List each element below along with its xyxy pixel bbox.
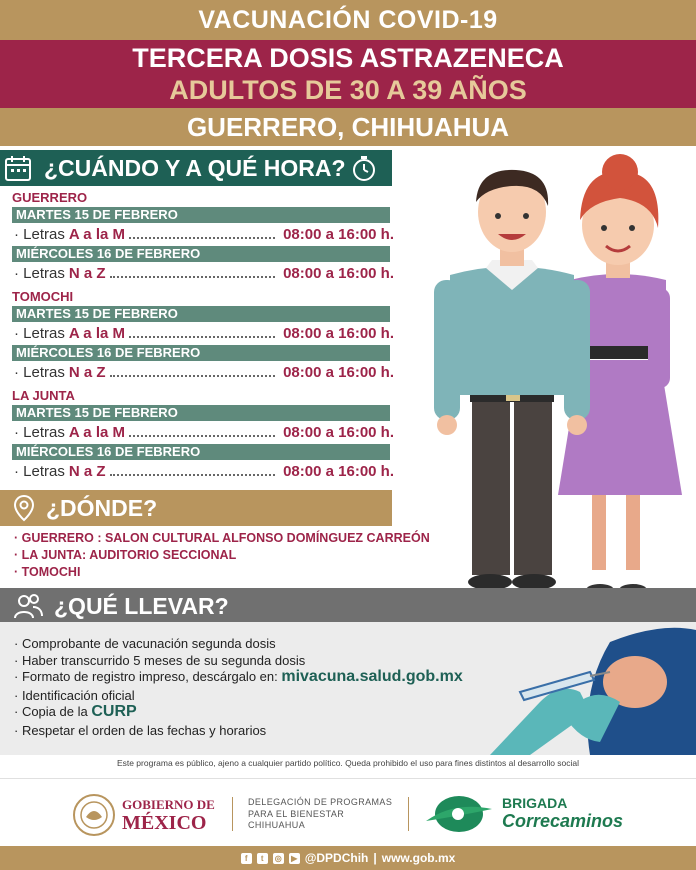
schedule-time: 08:00 a 16:00 h. xyxy=(283,424,394,441)
location-name: TOMOCHI xyxy=(12,289,74,304)
schedule-row xyxy=(14,226,394,246)
legal-disclaimer: Este programa es público, ajeno a cualquier partido político. Queda prohibido el uso para fines distintos al desarrollo social xyxy=(116,758,580,768)
date-bar: MIÉRCOLES 16 DE FEBRERO xyxy=(12,444,390,460)
deleg-line2: PARA EL BIENESTAR xyxy=(248,808,345,819)
letters-label: · Letras xyxy=(14,325,65,342)
venue-item: · LA JUNTA: AUDITORIO SECCIONAL xyxy=(14,548,237,562)
location-name: GUERRERO xyxy=(12,190,88,205)
requirement-text: · Formato de registro impreso, descárgalo en: xyxy=(14,669,282,684)
schedule-row xyxy=(14,265,394,285)
schedule-time: 08:00 a 16:00 h. xyxy=(283,463,394,480)
roadrunner-logo-icon xyxy=(424,791,494,837)
letters-label: · Letras xyxy=(14,265,65,282)
dose-title: TERCERA DOSIS ASTRAZENECA xyxy=(132,43,564,73)
bring-heading: ¿QUÉ LLEVAR? xyxy=(54,592,229,619)
requirement-item xyxy=(14,668,463,686)
letters-range: A a la M xyxy=(68,424,125,441)
date-bar: MARTES 15 DE FEBRERO xyxy=(12,207,390,223)
venue-item: · TOMOCHI xyxy=(14,565,81,579)
when-heading: ¿CUÁNDO Y A QUÉ HORA? xyxy=(44,154,346,181)
schedule-time: 08:00 a 16:00 h. xyxy=(283,325,394,342)
people-icon xyxy=(10,588,46,624)
registration-link[interactable]: mivacuna.salud.gob.mx xyxy=(281,668,463,685)
footer-separator: | xyxy=(373,851,377,865)
instagram-icon[interactable]: ◎ xyxy=(273,853,284,864)
deleg-line3: CHIHUAHUA xyxy=(248,820,306,830)
gob-line1: GOBIERNO DE xyxy=(122,797,215,812)
twitter-icon[interactable]: t xyxy=(257,853,268,864)
letters-label: · Letras xyxy=(14,463,65,480)
requirement-item: · Comprobante de vacunación segunda dosis xyxy=(14,636,276,651)
brigada-line2: Correcaminos xyxy=(502,811,624,831)
when-heading-bar xyxy=(0,150,392,186)
facebook-icon[interactable]: f xyxy=(241,853,252,864)
vaccination-illustration xyxy=(470,622,696,755)
requirement-text: · Copia de la xyxy=(14,704,92,719)
website-link[interactable]: www.gob.mx xyxy=(381,851,456,865)
mexico-seal-icon xyxy=(72,793,116,837)
venue-item: · GUERRERO : SALON CULTURAL ALFONSO DOMÍNGUEZ CARREÓN xyxy=(14,531,430,545)
age-group: ADULTOS DE 30 A 39 AÑOS xyxy=(169,75,527,105)
schedule-row xyxy=(14,364,394,384)
requirement-item: · Haber transcurrido 5 meses de su segunda dosis xyxy=(14,653,306,668)
youtube-icon[interactable]: ▶ xyxy=(289,853,300,864)
date-bar: MIÉRCOLES 16 DE FEBRERO xyxy=(12,246,390,262)
location-pin-icon xyxy=(6,490,42,526)
social-handle[interactable]: @DPDChih xyxy=(304,851,369,865)
social-bar xyxy=(0,846,696,870)
brigada-line1: BRIGADA xyxy=(502,795,568,811)
letters-range: N a Z xyxy=(68,265,106,282)
schedule-time: 08:00 a 16:00 h. xyxy=(283,265,394,282)
curp-highlight: CURP xyxy=(91,703,137,720)
letters-label: · Letras xyxy=(14,226,65,243)
schedule-time: 08:00 a 16:00 h. xyxy=(283,226,394,243)
requirement-item: · Respetar el orden de las fechas y horarios xyxy=(14,723,267,738)
couple-illustration xyxy=(420,150,696,600)
bring-heading-bar xyxy=(0,588,696,624)
schedule-row xyxy=(14,424,394,444)
man-figure xyxy=(434,170,590,590)
location-name: LA JUNTA xyxy=(12,388,75,403)
gob-line2: MÉXICO xyxy=(122,812,207,834)
letters-range: N a Z xyxy=(68,463,106,480)
date-bar: MARTES 15 DE FEBRERO xyxy=(12,306,390,322)
dose-banner xyxy=(0,40,696,108)
requirement-item xyxy=(14,703,137,721)
deleg-line1: DELEGACIÓN DE PROGRAMAS xyxy=(248,797,393,807)
where-heading: ¿DÓNDE? xyxy=(46,494,158,521)
stopwatch-icon xyxy=(346,150,382,186)
letters-label: · Letras xyxy=(14,364,65,381)
place-title: GUERRERO, CHIHUAHUA xyxy=(0,108,696,146)
calendar-icon xyxy=(0,150,36,186)
schedule-row xyxy=(14,325,394,345)
footer-logos xyxy=(0,778,696,846)
letters-range: N a Z xyxy=(68,364,106,381)
date-bar: MIÉRCOLES 16 DE FEBRERO xyxy=(12,345,390,361)
letters-range: A a la M xyxy=(68,325,125,342)
where-heading-bar xyxy=(0,490,392,526)
schedule-row xyxy=(14,463,394,483)
campaign-title: VACUNACIÓN COVID-19 xyxy=(0,0,696,40)
schedule-time: 08:00 a 16:00 h. xyxy=(283,364,394,381)
letters-label: · Letras xyxy=(14,424,65,441)
date-bar: MARTES 15 DE FEBRERO xyxy=(12,405,390,421)
requirement-item: · Identificación oficial xyxy=(14,688,135,703)
letters-range: A a la M xyxy=(68,226,125,243)
